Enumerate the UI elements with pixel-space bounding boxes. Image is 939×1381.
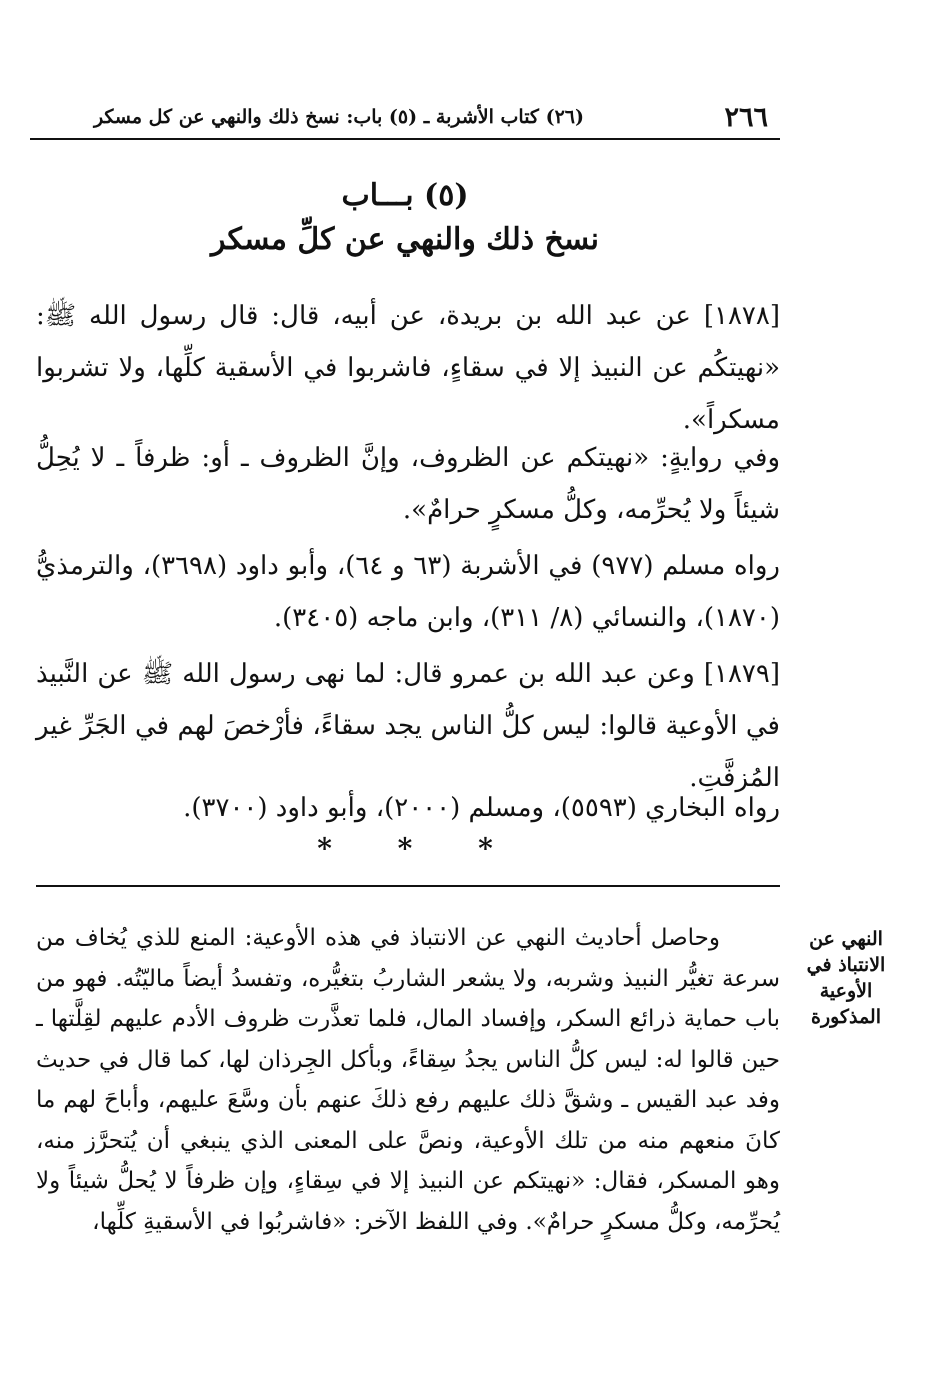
chapter-number-text: (٥) بـــاب bbox=[341, 178, 469, 213]
running-header bbox=[30, 98, 780, 140]
hadith-1879-source bbox=[36, 782, 780, 834]
hadith-text: [١٨٧٩] وعن عبد الله بن عمرو قال: لما نهى رسول الله ﷺ عن النَّبيذ في الأوعية قالوا: ليس كلُّ الناس يجد سقاءً، فأرْخصَ لهم في الجَرِّ غير المُزفَّتِ. bbox=[36, 659, 780, 793]
hadith-1878-variant bbox=[36, 432, 780, 536]
margin-note: النهي عن الانتباذ في الأوعية المذكورة bbox=[806, 928, 886, 1028]
hadith-1879 bbox=[36, 648, 780, 804]
chapter-title-text: نسخ ذلك والنهي عن كلِّ مسكر bbox=[210, 222, 600, 257]
hadith-text: [١٨٧٨] عن عبد الله بن بريدة، عن أبيه، قال: قال رسول الله ﷺ: «نهيتكُم عن النبيذ إلا في سقاءٍ، فاشربوا في الأسقية كلِّها، ولا تشربوا مسكراً». bbox=[36, 301, 780, 435]
hadith-source-text: رواه مسلم (٩٧٧) في الأشربة (٦٣ و ٦٤)، وأبو داود (٣٦٩٨)، والترمذيُّ (١٨٧٠)، والنسائي (٨/ ٣١١)، وابن ماجه (٣٤٠٥). bbox=[36, 551, 780, 633]
chapter-number bbox=[30, 178, 780, 213]
hadith-variant-text: وفي روايةٍ: «نهيتكم عن الظروف، وإنَّ الظروف ـ أو: ظرفاً ـ لا يُحِلُّ شيئاً ولا يُحرِّمه، وكلُّ مسكرٍ حرامٌ». bbox=[36, 443, 780, 525]
hadith-source-text: رواه البخاري (٥٥٩٣)، ومسلم (٢٠٠٠)، وأبو داود (٣٧٠٠). bbox=[183, 793, 780, 823]
hadith-1878-source bbox=[36, 540, 780, 644]
commentary-divider bbox=[36, 885, 780, 887]
commentary bbox=[36, 918, 780, 1242]
page-number: ٢٦٦ bbox=[724, 102, 768, 133]
hadith-1878 bbox=[36, 290, 780, 446]
commentary-text: وحاصل أحاديث النهي عن الانتباذ في هذه الأوعية: المنع للذي يُخاف من سرعة تغيُّر النبيذ وشربه، ولا يشعر الشاربُ بتغيُّره، وتفسدُ أيضاً ماليّتُه. فهو من باب حماية ذرائع السكر، وإفساد المال، فلما تعذَّرت ظروف الأدم عليهم لقِلَّتها ـ حين قالوا له: ليس كلُّ الناس يجدُ سِقاءً، وبأكل الجِرذان لها، كما قال في حديث وفد عبد القيس ـ وشقَّ ذلك عليهم رفع ذلكَ عنهم بأن وسَّعَ عليهم، وأباحَ لهم ما كانَ منعهم منه من تلك الأوعية، ونصَّ على المعنى الذي ينبغي أن يُتحرَّز منه، وهو المسكر، فقال: «نهيتكم عن النبيذ إلا في سِقاءٍ، وإن ظرفاً لا يُحلُّ شيئاً ولا يُحرِّمه، وكلُّ مسكرٍ حرامٌ». وفي اللفظ الآخر: «فاشربُوا في الأسقيةِ كلِّها، bbox=[36, 925, 780, 1235]
chapter-title bbox=[30, 222, 780, 257]
section-ornament: * * * bbox=[317, 832, 493, 865]
running-header-title: (٢٦) كتاب الأشربة ـ (٥) باب: نسخ ذلك والنهي عن كل مسكر bbox=[93, 106, 584, 128]
